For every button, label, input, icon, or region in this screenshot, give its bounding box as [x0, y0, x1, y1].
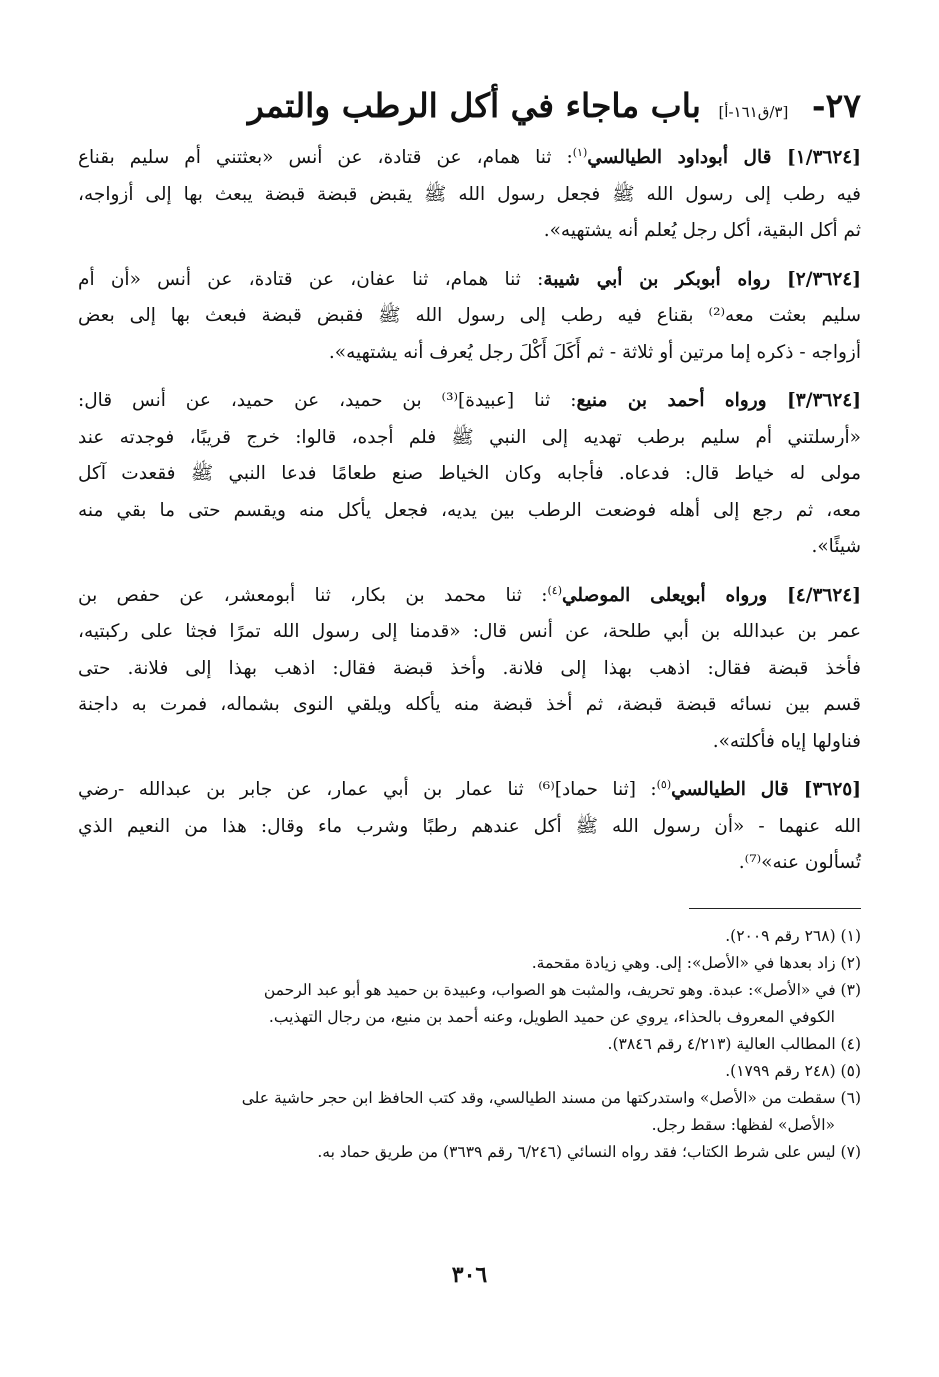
- footnote-continuation: «الأصل» لفظها: سقط رجل.: [651, 1115, 835, 1134]
- footnote: (٥) (٢٤٨ رقم ١٧٩٩).: [725, 1061, 861, 1080]
- footnote: (٣) في «الأصل»: عبدة. وهو تحريف، والمثبت هو الصواب، وعبيدة بن حميد هو أبو عبد الرحمن: [263, 980, 861, 999]
- chapter-number: ٢٧-: [811, 86, 861, 125]
- page-number: ٣٠٦: [451, 1262, 488, 1288]
- entry-line: «أرسلتني أم سليم برطب تهديه إلى النبي ﷺ فلم أجده، قالوا: خرج قريبًا، فوجدته عند: [78, 426, 861, 448]
- entry-text: : ثنا محمد بن بكار، ثنا أبومعشر، عن حفص بن: [78, 584, 548, 606]
- entry-line: معه، ثم رجع إلى أهله فوضعت الرطب بين يديه، فجعل يأكل منه ويقسم حتى ما بقي منه: [78, 499, 861, 521]
- footnote-ref: (٥): [656, 777, 672, 791]
- hadith-entry: [78, 772, 861, 882]
- chapter-title: باب ماجاء في أكل الرطب والتمر: [247, 86, 701, 125]
- hadith-entry: [78, 383, 861, 566]
- entry-line: عمر بن عبدالله بن أبي طلحة، عن أنس قال: «قدمنا إلى رسول الله تمرًا فجثا على ركبتيه،: [78, 621, 861, 642]
- footnote-separator: [689, 908, 861, 909]
- entry-line: [78, 383, 861, 420]
- manuscript-reference: [٣/ق١٦١-أ]: [718, 103, 789, 121]
- entry-line: تُسألون عنه»⁽⁷⁾.: [738, 852, 861, 873]
- entry-label: [٤/٣٦٢٤] ورواه أبويعلى الموصلي: [561, 584, 861, 606]
- entry-line: ثم أكل البقية، أكل رجل يُعلم أنه يشتهيه».: [543, 220, 861, 241]
- entry-line: [78, 262, 861, 299]
- footnote-continuation: الكوفي المعروف بالحذاء، يروي عن حميد الطويل، وعنه أحمد بن منيع، من رجال التهذيب.: [268, 1007, 835, 1026]
- entry-line: [78, 772, 861, 809]
- entry-line: سليم بعثت معه⁽²⁾ بقناع فيه رطب إلى رسول الله ﷺ فقبض قبضة فبعث بها إلى بعض: [78, 305, 861, 326]
- entry-line: مولى له خياط قال: فدعاه. فأجابه وكان الخياط صنع طعامًا فدعا النبي ﷺ فقعدت آكل: [78, 463, 861, 484]
- footnote: (٤) المطالب العالية (٤/٢١٣ رقم ٣٨٤٦).: [607, 1034, 861, 1053]
- entry-text: : ثنا همام، عن قتادة، عن أنس «بعثتني أم سليم بقناع: [78, 147, 573, 168]
- entry-label: [٣/٣٦٢٤] ورواه أحمد بن منيع: [576, 390, 861, 411]
- entry-line: أزواجه - ذكره إما مرتين أو ثلاثة - ثم أَكَلَ أَكْلَ رجل يُعرف أنه يشتهيه».: [328, 341, 861, 363]
- entry-text: : ثنا همام، ثنا عفان، عن قتادة، عن أنس «أن أم: [78, 268, 544, 290]
- entry-label: [٣٦٢٥] قال الطيالسي: [671, 779, 861, 800]
- chapter-heading: [78, 82, 861, 136]
- footnote: (٢) زاد بعدها في «الأصل»: إلى. وهي زيادة مقحمة.: [531, 953, 861, 972]
- footnote-ref: (١): [572, 145, 588, 159]
- entry-line: شيئًا».: [811, 536, 861, 557]
- footnote-ref: (٤): [547, 583, 562, 597]
- footnote: (٦) سقطت من «الأصل» واستدركتها من مسند الطيالسي، وقد كتب الحافظ ابن حجر حاشية على: [241, 1088, 861, 1107]
- entry-text: : ثنا [عبيدة]⁽³⁾ بن حميد، عن حميد، عن أنس قال:: [78, 390, 577, 411]
- entry-text: : [ثنا حماد]⁽⁶⁾ ثنا عمار بن أبي عمار، عن جابر بن عبدالله -رضي: [78, 779, 657, 800]
- footnote: (١) (٢٦٨ رقم ٢٠٠٩).: [725, 926, 861, 945]
- entry-line: [78, 140, 861, 177]
- entry-line: [78, 578, 861, 615]
- footnote: (٧) ليس على شرط الكتاب؛ فقد رواه النسائي (٦/٢٤٦ رقم ٣٦٣٩) من طريق حماد به.: [317, 1142, 861, 1161]
- hadith-entry: [78, 140, 861, 250]
- entry-label: [٢/٣٦٢٤] رواه أبوبكر بن أبي شيبة: [543, 268, 861, 290]
- footnotes: [78, 923, 861, 1166]
- entry-line: فيه رطب إلى رسول الله ﷺ فجعل رسول الله ﷺ يقبض قبضة قبضة يبعث بها إلى أزواجه،: [78, 183, 861, 205]
- hadith-entry: [78, 578, 861, 761]
- hadith-entry: [78, 262, 861, 372]
- entry-label: [١/٣٦٢٤] قال أبوداود الطيالسي: [587, 147, 861, 168]
- entry-line: فناولها إياه فأكلته».: [712, 730, 861, 752]
- entry-line: الله عنهما - «أن رسول الله ﷺ أكل عندهم رطبًا وشرب ماء وقال: هذا من النعيم الذي: [78, 815, 861, 837]
- entry-line: قسم بين نسائه قبضة قبضة، ثم أخذ قبضة منه يأكله ويلقي النوى بشماله، فمرت به داجنة: [78, 694, 861, 715]
- entry-line: فأخذ قبضة فقال: اذهب بهذا إلى فلانة. وأخذ قبضة فقال: اذهب بهذا إلى فلانة. حتى: [78, 657, 861, 679]
